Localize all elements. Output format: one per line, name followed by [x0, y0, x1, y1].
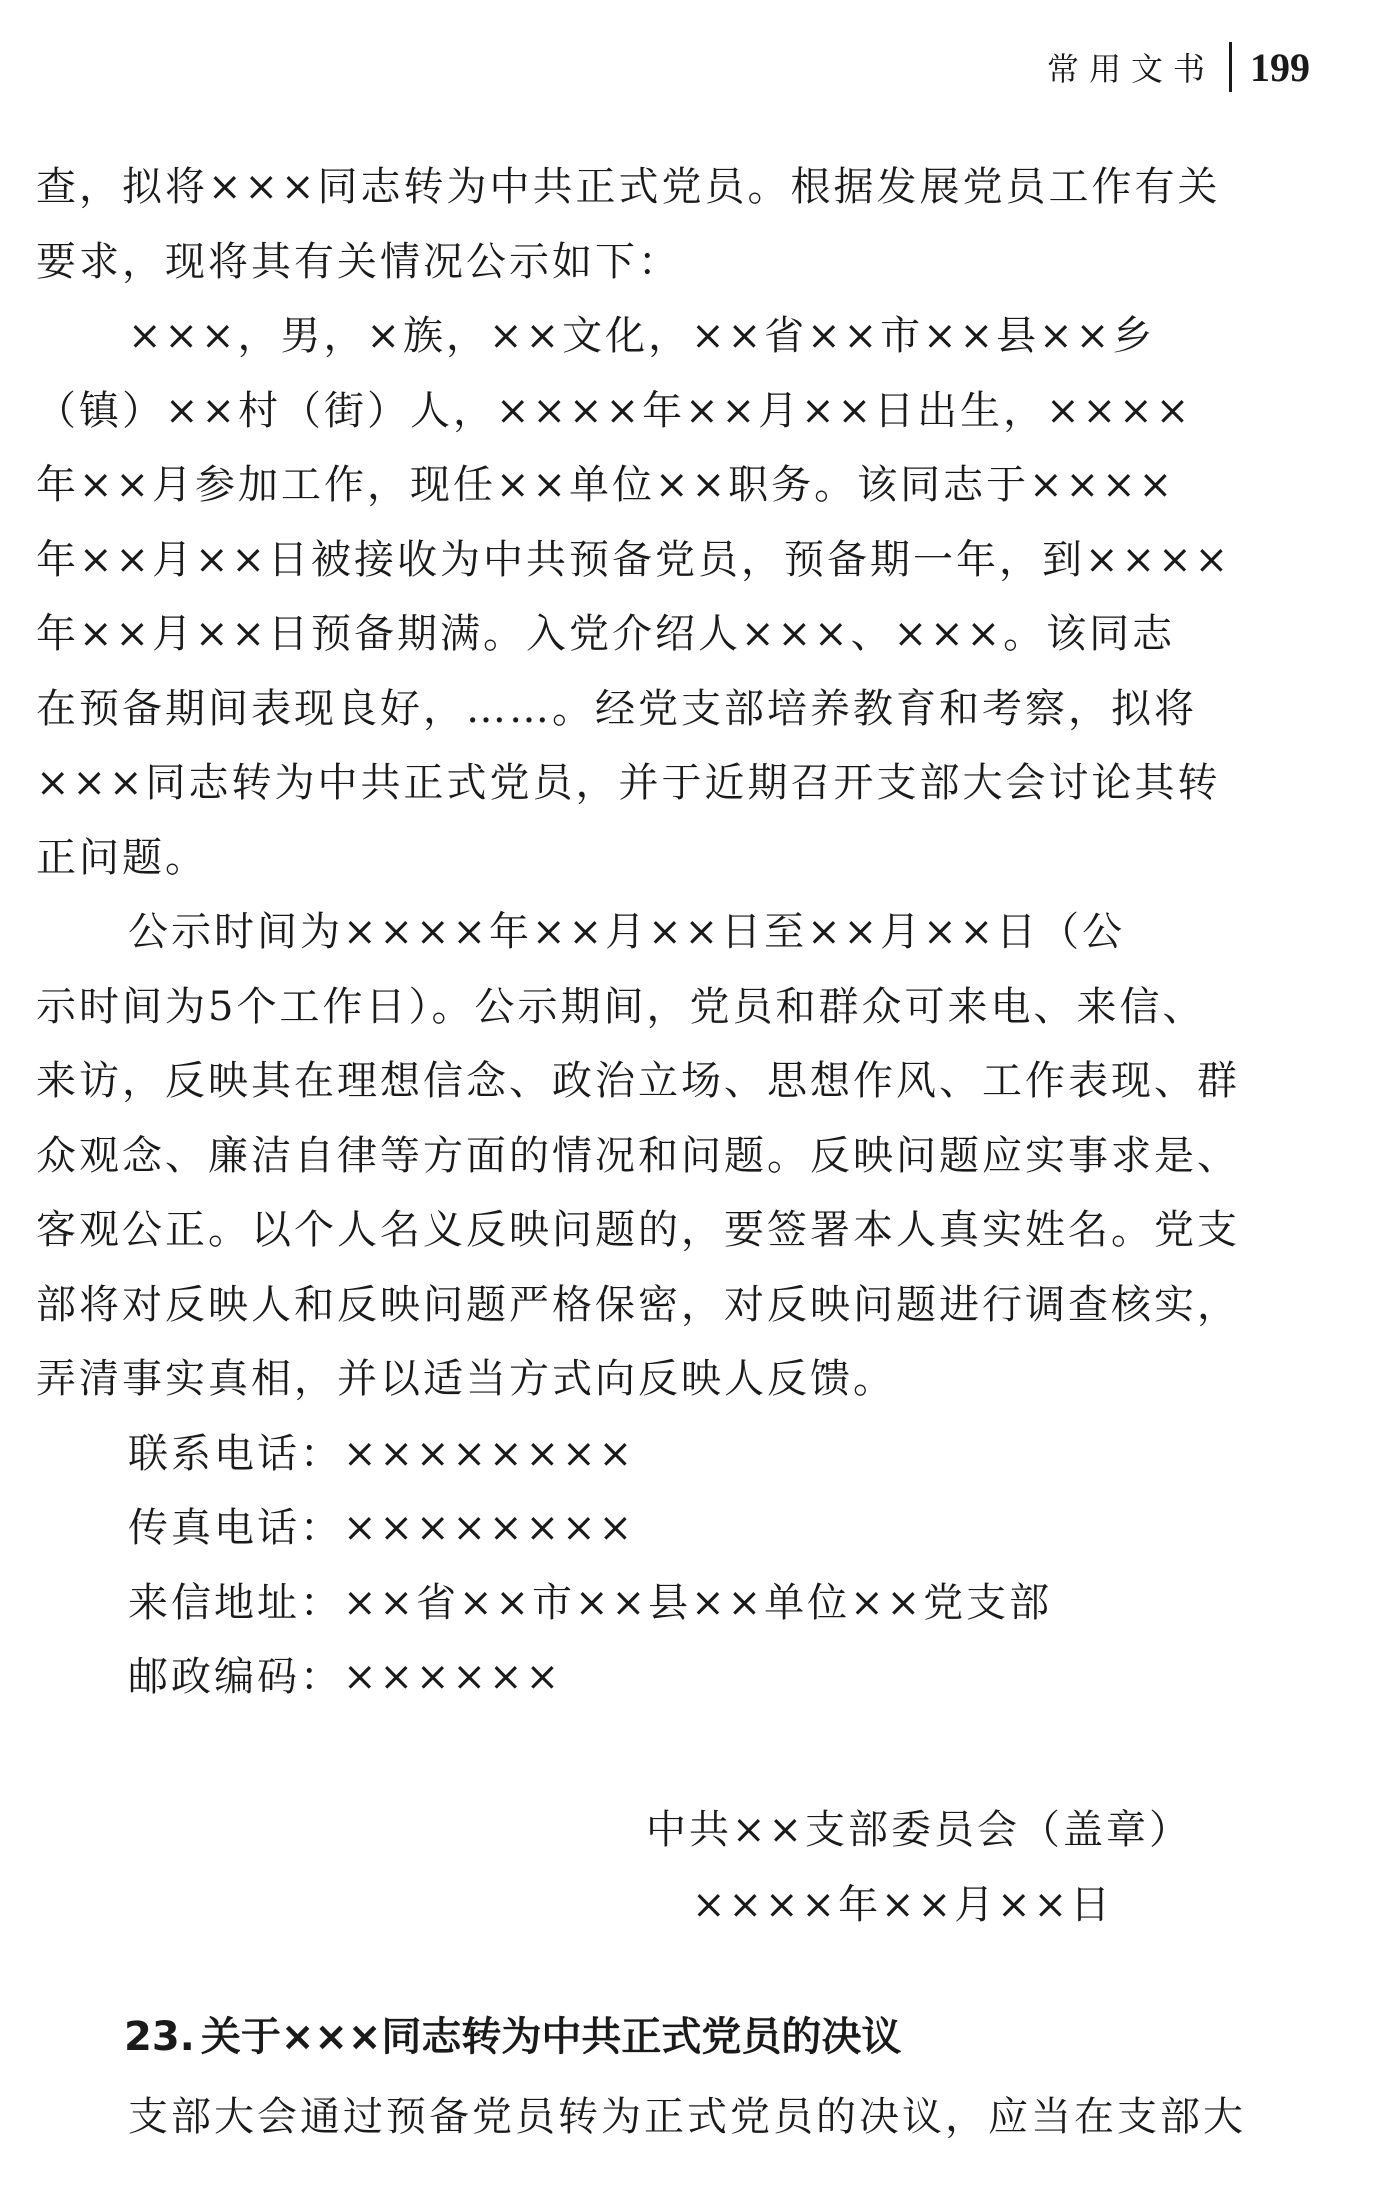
text-line: 部将对反映人和反映问题严格保密，对反映问题进行调查核实， [36, 1281, 1240, 1328]
text-line: ×××同志转为中共正式党员，并于近期召开支部大会讨论其转 [36, 760, 1221, 806]
running-header [1047, 40, 1310, 94]
signoff-date: ××××年××月××日 [692, 1882, 1114, 1928]
text-line: 支部大会通过预备党员转为正式党员的决议，应当在支部大 [128, 2094, 1246, 2140]
text-line: 客观公正。以个人名义反映问题的，要签署本人真实姓名。党支 [36, 1207, 1240, 1253]
section-heading [124, 2000, 901, 2074]
text-line: 来访，反映其在理想信念、政治立场、思想作风、工作表现、群 [36, 1058, 1240, 1104]
section-title: 关于×××同志转为中共正式党员的决议 [200, 2014, 902, 2060]
body-text [36, 150, 1336, 1715]
text-line: （镇）××村（街）人，××××年××月××日出生，×××× [36, 387, 1193, 434]
text-line: 查，拟将×××同志转为中共正式党员。根据发展党员工作有关 [36, 164, 1221, 210]
signoff-organization: 中共××支部委员会（盖章） [646, 1807, 1193, 1853]
text-line: ×××，男，×族，××文化，××省××市××县××乡 [128, 313, 1156, 359]
section-number: 23. [124, 2014, 195, 2060]
text-line: 要求，现将其有关情况公示如下： [36, 238, 681, 285]
running-header-section: 常用文书 [1046, 50, 1215, 88]
contact-postcode: 邮政编码：×××××× [128, 1654, 563, 1700]
text-line: 年××月参加工作，现任××单位××职务。该同志于×××× [36, 462, 1176, 508]
text-line: 年××月××日被接收为中共预备党员，预备期一年，到×××× [36, 536, 1232, 583]
header-divider [1229, 42, 1232, 92]
contact-phone: 联系电话：×××××××× [128, 1430, 636, 1477]
contact-address: 来信地址：××省××市××县××单位××党支部 [128, 1579, 1053, 1626]
contact-fax: 传真电话：×××××××× [128, 1505, 636, 1551]
text-line: 弄清事实真相，并以适当方式向反映人反馈。 [36, 1356, 896, 1402]
text-line: 在预备期间表现良好，……。经党支部培养教育和考察，拟将 [36, 685, 1197, 732]
text-line: 公示时间为××××年××月××日至××月××日（公 [128, 909, 1126, 955]
text-line: 正问题。 [36, 834, 208, 881]
text-line: 众观念、廉洁自律等方面的情况和问题。反映问题应实事求是、 [36, 1132, 1240, 1179]
text-line: 示时间为5个工作日）。公示期间，党员和群众可来电、来信、 [36, 983, 1206, 1030]
text-line: 年××月××日预备期满。入党介绍人×××、×××。该同志 [36, 611, 1176, 657]
page-number: 199 [1250, 44, 1310, 90]
